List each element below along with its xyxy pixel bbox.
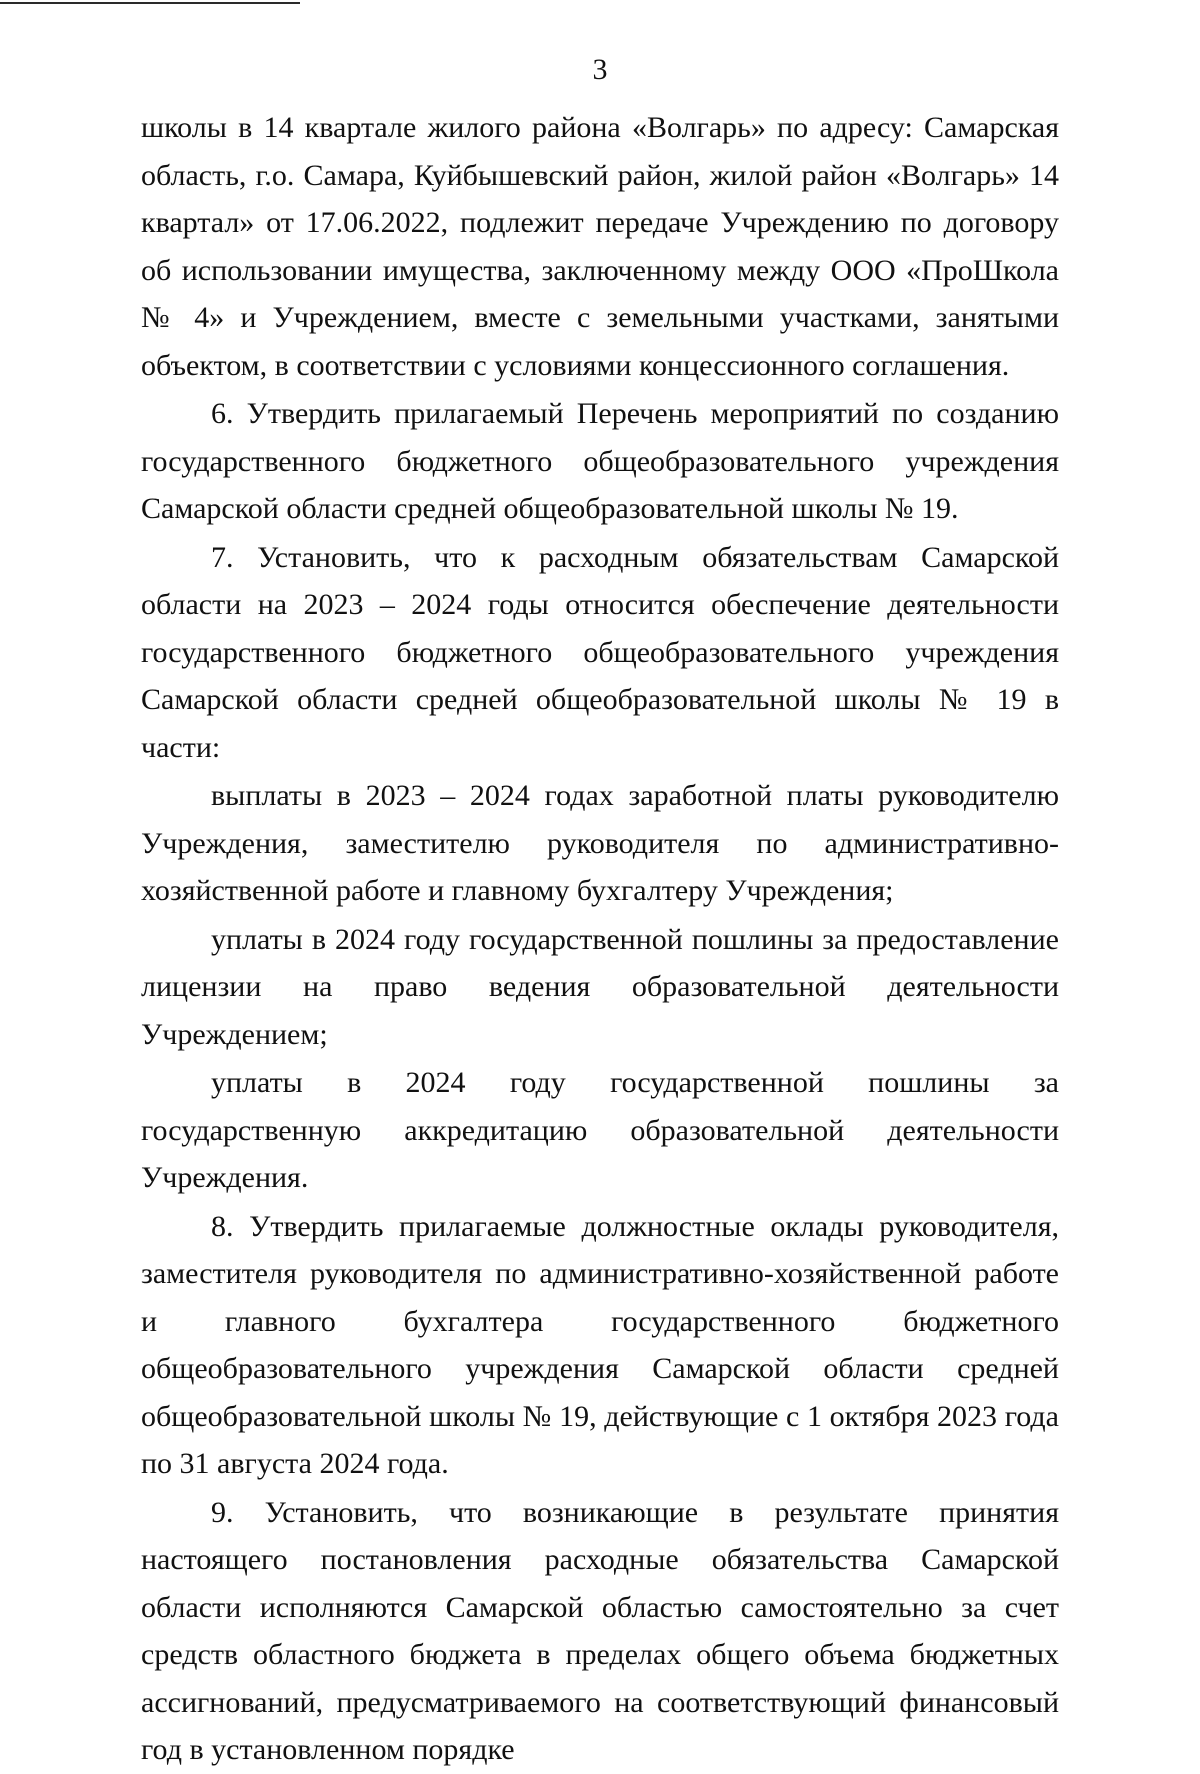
scan-edge-line — [0, 2, 300, 4]
paragraph-item-6: 6. Утвердить прилагаемый Перечень мероприятий по созданию государственного бюджетного общеобразовательного учреждения Самарской области средней общеобразовательной школы № 19. — [141, 397, 1059, 525]
paragraph-continuation: школы в 14 квартале жилого района «Волгарь» по адресу: Самарская область, г.о. Самара, Куйбышевский район, жилой район «Волгарь» 14 квартал» от 17.06.2022, подлежит передаче Учреждению по договору об использовании имущества, заключенному между ООО «ПроШкола № 4» и Учреждением, вместе с земельными участками, занятыми объектом, в соответствии с условиями концессионного соглашения. — [141, 111, 1059, 382]
paragraph-item-8: 8. Утвердить прилагаемые должностные оклады руководителя, заместителя руководителя по административно-хозяйственной работе и главного бухгалтера государственного бюджетного общеобразовательного учреждения Самарской области средней общеобразовательной школы № 19, действующие с 1 октября 2023 года по 31 августа 2024 года. — [141, 1209, 1059, 1480]
paragraph-item-9: 9. Установить, что возникающие в результате принятия настоящего постановления расходные обязательства Самарской области исполняются Самарской областью самостоятельно за счет средств областного бюджета в пределах общего объема бюджетных ассигнований, предусматриваемого на соответствующий финансовый год в установленном порядке — [141, 1495, 1059, 1766]
paragraph-item-7-license-fee: уплаты в 2024 году государственной пошлины за предоставление лицензии на право ведения образовательной деятельности Учреждением; — [141, 922, 1059, 1051]
paragraph-item-7-accreditation-fee: уплаты в 2024 году государственной пошлины за государственную аккредитацию образовательной деятельности Учреждения. — [141, 1066, 1059, 1194]
paragraph-item-7-salary: выплаты в 2023 – 2024 годах заработной платы руководителю Учреждения, заместителю руководителя по административно-хозяйственной работе и главному бухгалтеру Учреждения; — [141, 779, 1059, 907]
page-number: 3 — [592, 53, 608, 86]
paragraph-item-7: 7. Установить, что к расходным обязательствам Самарской области на 2023 – 2024 годы относится обеспечение деятельности государственного бюджетного общеобразовательного учреждения Самарской области средней общеобразовательной школы № 19 в части: — [141, 540, 1059, 764]
document-body — [141, 104, 1059, 1774]
